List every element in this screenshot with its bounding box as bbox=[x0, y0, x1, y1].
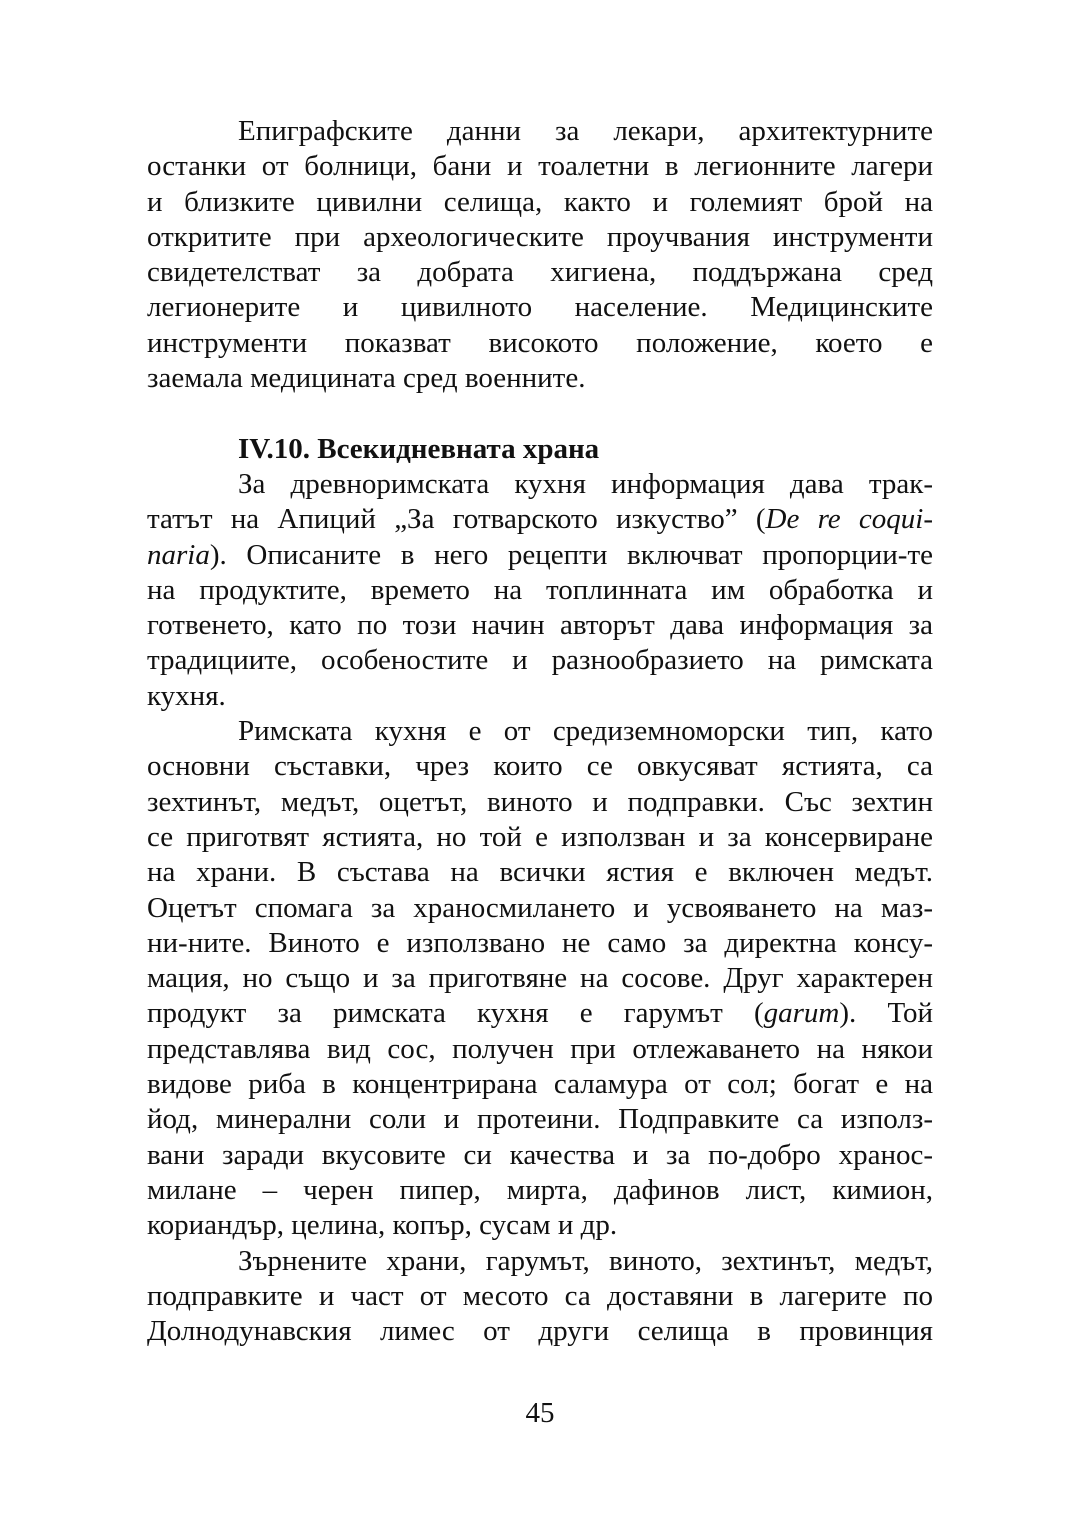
text-line: се приготвят ястията, но той е използван и за консервиране bbox=[147, 820, 933, 853]
text-segment: ). Той bbox=[839, 997, 933, 1030]
page-number: 45 bbox=[525, 1397, 555, 1429]
text-segment: татът на Апиций „За готварското изкуство” ( bbox=[147, 503, 766, 536]
text-line: откритите при археологическите проучвания инструменти bbox=[147, 220, 933, 253]
text-line: инструменти показват високото положение, което е bbox=[147, 326, 933, 359]
section-heading: IV.10. Всекидневната храна bbox=[238, 432, 600, 465]
text-line: Епиграфските данни за лекари, архитектурните bbox=[238, 115, 933, 147]
text-line: на храни. В състава на всички ястия е включен медът. bbox=[147, 856, 933, 889]
text-line: зехтинът, медът, оцетът, виното и подправки. Със зехтин bbox=[147, 785, 933, 818]
text-line: останки от болници, бани и тоалетни в легионните лагери bbox=[147, 150, 933, 183]
text-segment: продукт за римската кухня е гарумът ( bbox=[147, 997, 764, 1030]
text-line: легионерите и цивилното население. Медицинските bbox=[147, 291, 933, 324]
text-line: ни-ните. Виното е използвано не само за директна консу- bbox=[147, 926, 933, 959]
text-line: и близките цивилни селища, както и големият брой на bbox=[147, 185, 933, 218]
italic-title: De re coqui- bbox=[765, 503, 933, 536]
text-line: йод, минерални соли и протеини. Подправките са използ- bbox=[147, 1103, 933, 1136]
text-line bbox=[147, 502, 933, 537]
text-line bbox=[147, 538, 933, 573]
paragraph-gap bbox=[147, 396, 933, 431]
paragraph-supplies bbox=[147, 1244, 933, 1350]
text-line: вани заради вкусовите си качества и за по-добро храноc- bbox=[147, 1138, 933, 1171]
text-line: мация, но също и за приготвяне на сосове. Друг характерен bbox=[147, 962, 933, 995]
text-line: Оцетът спомага за храносмилането и усвояването на маз- bbox=[147, 891, 933, 924]
text-line: готвенето, като по този начин авторът дава информация за bbox=[147, 609, 933, 642]
text-line: кухня. bbox=[147, 679, 226, 712]
italic-title: naria bbox=[147, 538, 210, 571]
italic-term: garum bbox=[763, 997, 840, 1030]
paragraph-roman-cuisine bbox=[147, 714, 933, 1243]
text-line: милане – черен пипер, мирта, дафинов лист, кимион, bbox=[147, 1173, 933, 1206]
text-line: Римската кухня е от средиземноморски тип, като bbox=[238, 715, 933, 748]
text-line: За древноримската кухня информация дава трак- bbox=[238, 467, 933, 500]
text-segment: ). Описаните в него рецепти включват пропорции-те bbox=[209, 538, 933, 571]
text-line: на продуктите, времето на топлинната им обработка и bbox=[147, 573, 933, 606]
text-line: заемала медицината сред военните. bbox=[147, 362, 586, 395]
text-line: видове риба в концентрирана саламура от сол; богат е на bbox=[147, 1068, 933, 1101]
text-line: традициите, особеностите и разнообразието на римската bbox=[147, 644, 933, 677]
text-line: представлява вид сос, получен при отлежаването на някои bbox=[147, 1032, 933, 1065]
text-line: основни съставки, чрез които се овкусяват ястията, са bbox=[147, 750, 933, 783]
text-line: свидетелстват за добрата хигиена, поддържана сред bbox=[147, 256, 933, 289]
text-line bbox=[147, 996, 933, 1031]
text-line: кориандър, целина, копър, сусам и др. bbox=[147, 1209, 618, 1242]
text-line: подправките и част от месото са доставяни в лагерите по bbox=[147, 1279, 933, 1312]
text-line: Зърнените храни, гарумът, виното, зехтинът, медът, bbox=[238, 1244, 933, 1277]
body-text bbox=[147, 114, 933, 1349]
text-line: Долнодунавския лимес от други селища в провинция bbox=[147, 1315, 933, 1348]
paragraph-hygiene bbox=[147, 114, 933, 396]
paragraph-apicius bbox=[147, 467, 933, 714]
